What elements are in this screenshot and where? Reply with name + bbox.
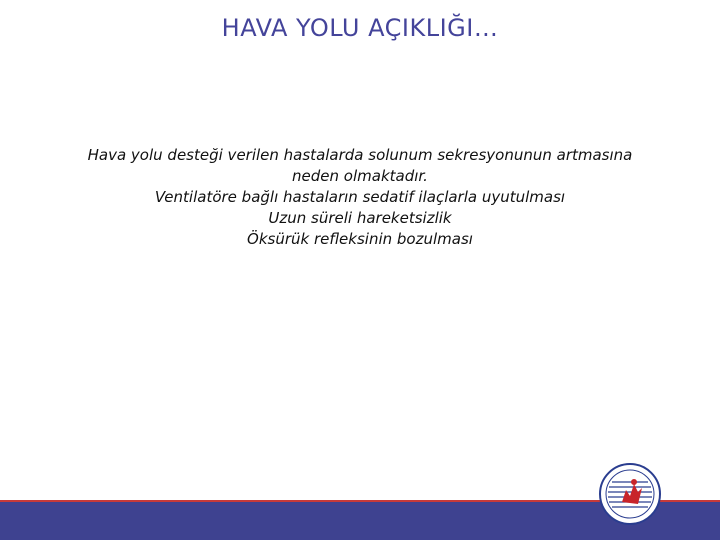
body-line-1: Hava yolu desteği verilen hastalarda solunum sekresyonunun artmasına (87, 146, 633, 164)
slide-title: HAVA YOLU AÇIKLIĞI… (221, 14, 499, 42)
body-line-2: neden olmaktadır. (292, 167, 428, 185)
body-line-4: Uzun süreli hareketsizlik (268, 209, 452, 227)
body-line-3: Ventilatöre bağlı hastaların sedatif ilaçlarla uyutulması (154, 188, 566, 206)
slide-body (30, 145, 690, 250)
body-line-5: Öksürük refleksinin bozulması (247, 230, 473, 248)
university-seal-icon (598, 462, 662, 526)
